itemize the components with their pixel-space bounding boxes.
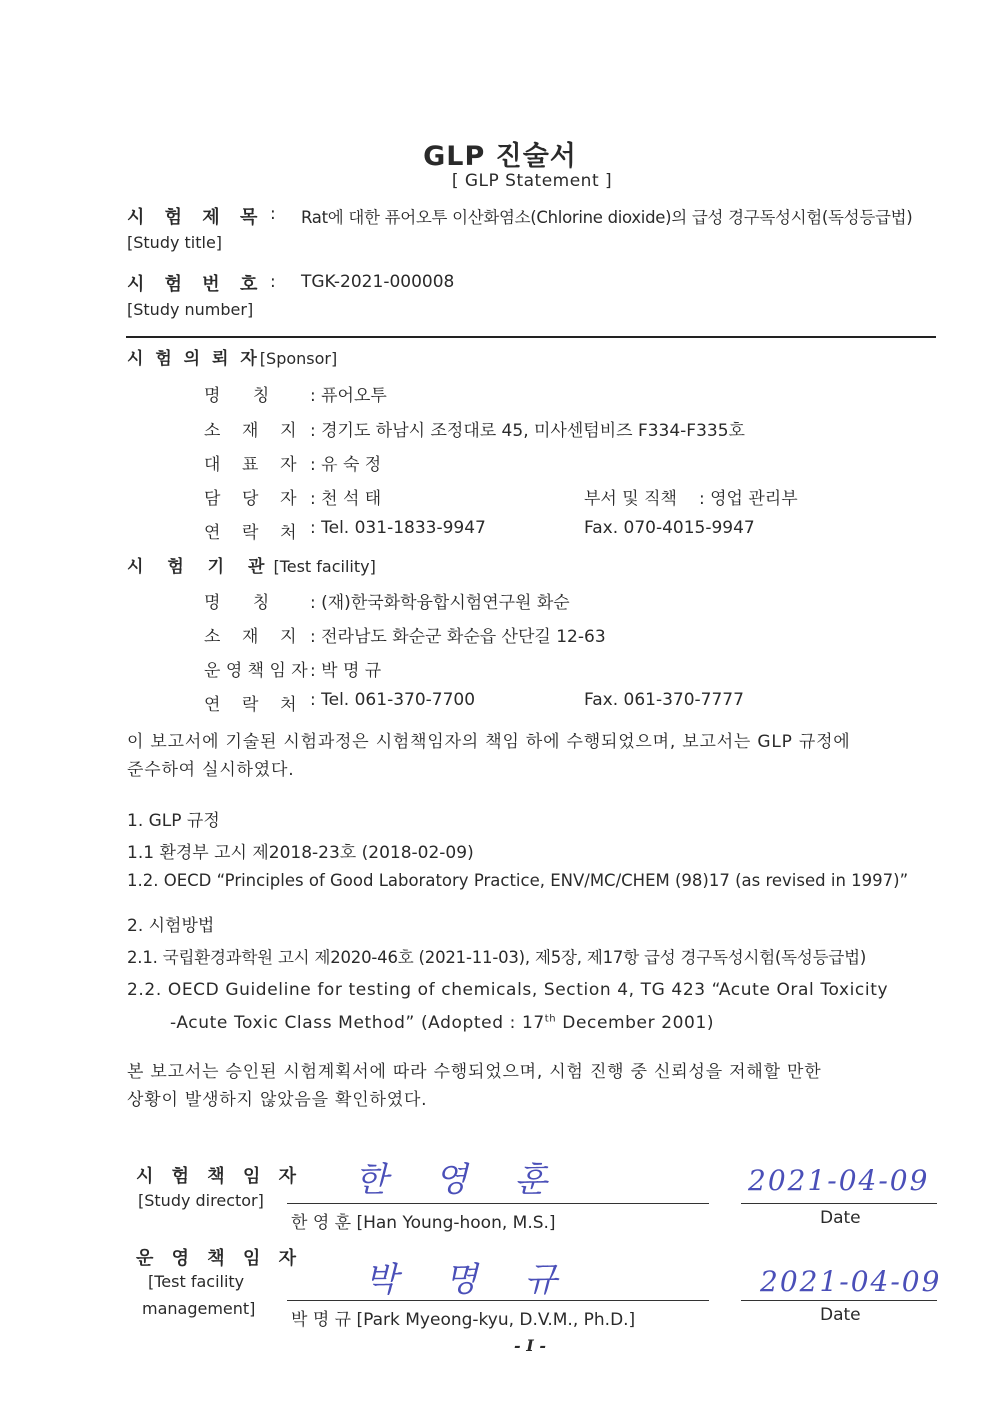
statement1-line1: 이 보고서에 기술된 시험과정은 시험책임자의 책임 하에 수행되었으며, 보고서는 GLP 규정에 — [127, 732, 851, 752]
manager-label: 운 영 책 임 자 — [136, 1248, 303, 1269]
director-label-en: [Study director] — [138, 1191, 264, 1210]
document-subtitle: [ GLP Statement ] — [451, 171, 613, 191]
study-title-value: Rat에 대한 퓨어오투 이산화염소(Chlorine dioxide)의 급성 경구독성시험(독성등급법) — [301, 208, 913, 227]
facility-heading: 시 험 기 관 — [127, 557, 274, 577]
method-item2-sup: th — [544, 1013, 557, 1025]
statement2-line2: 상황이 발생하지 않았음을 확인하였다. — [127, 1090, 428, 1110]
glp-item1: 1.1 환경부 고시 제2018-23호 (2018-02-09) — [127, 843, 474, 863]
facility-manager-value: : 박 명 규 — [310, 661, 382, 681]
sponsor-heading: 시 험 의 뢰 자 — [127, 349, 260, 369]
facility-name-label: 명 칭 — [204, 593, 270, 613]
director-name: 한 영 훈 [Han Young-hoon, M.S.] — [291, 1213, 556, 1233]
statement2-line1: 본 보고서는 승인된 시험계획서에 따라 수행되었으며, 시험 진행 중 신뢰성을 저해할 만한 — [127, 1062, 822, 1082]
study-number-label-en: [Study number] — [127, 300, 254, 319]
facility-address-label: 소 재 지 — [204, 627, 297, 647]
method-item2-line2-a: -Acute Toxic Class Method” (Adopted : 17 — [170, 1013, 545, 1033]
manager-label-en1: [Test facility — [148, 1272, 245, 1291]
page-number: - I - — [514, 1336, 546, 1355]
method-item2-line2-b: December 2001) — [556, 1013, 715, 1033]
facility-address-value: : 전라남도 화순군 화순읍 산단길 12-63 — [310, 627, 606, 647]
method-item2-line2 — [170, 1013, 714, 1033]
sponsor-heading-row — [127, 344, 337, 369]
study-number-label: 시 험 번 호 — [127, 274, 265, 295]
study-number-value: TGK-2021-000008 — [301, 272, 455, 292]
facility-phone-value: : Tel. 061-370-7700 — [310, 690, 476, 710]
sponsor-fax-value: Fax. 070-4015-9947 — [584, 518, 755, 538]
method-item2-line1: 2.2. OECD Guideline for testing of chemicals, Section 4, TG 423 “Acute Oral Toxicity — [127, 980, 889, 1000]
manager-name: 박 명 규 [Park Myeong-kyu, D.V.M., Ph.D.] — [291, 1310, 636, 1330]
facility-heading-en: [Test facility] — [273, 557, 376, 576]
statement1-line2: 준수하여 실시하였다. — [127, 760, 295, 780]
manager-date-caption: Date — [820, 1305, 861, 1325]
manager-label-en2: management] — [142, 1299, 256, 1318]
sponsor-phone-label: 연 락 처 — [204, 523, 297, 543]
method-item1: 2.1. 국립환경과학원 고시 제2020-46호 (2021-11-03), 제5장, 제17항 급성 경구독성시험(독성등급법) — [127, 948, 867, 967]
document-title: GLP 진술서 — [423, 141, 577, 172]
glp-heading: 1. GLP 규정 — [127, 811, 220, 831]
sponsor-address-label: 소 재 지 — [204, 421, 297, 441]
sponsor-contact-value: : 천 석 태 — [310, 489, 382, 509]
manager-date-line — [741, 1300, 937, 1301]
sponsor-rep-label: 대 표 자 — [204, 455, 297, 475]
header-divider — [126, 336, 936, 338]
facility-manager-label: 운 영 책 임 자 — [204, 661, 308, 681]
facility-phone-label: 연 락 처 — [204, 695, 297, 715]
method-heading: 2. 시험방법 — [127, 916, 215, 936]
sponsor-dept-value: : 영업 관리부 — [699, 489, 798, 509]
manager-signature: 박 명 규 — [365, 1260, 576, 1300]
director-date-handwritten: 2021-04-09 — [748, 1164, 930, 1197]
sponsor-heading-en: [Sponsor] — [259, 349, 338, 368]
facility-fax-value: Fax. 061-370-7777 — [584, 690, 744, 710]
sponsor-name-label: 명 칭 — [204, 386, 270, 406]
sponsor-dept-label: 부서 및 직책 — [584, 489, 677, 509]
director-label: 시 험 책 임 자 — [136, 1166, 303, 1187]
study-number-colon: : — [270, 272, 276, 292]
manager-signature-line — [287, 1300, 709, 1301]
study-title-colon: : — [270, 204, 276, 224]
manager-date-handwritten: 2021-04-09 — [760, 1265, 942, 1298]
sponsor-phone-value: : Tel. 031-1833-9947 — [310, 518, 486, 538]
facility-heading-row — [127, 552, 376, 577]
study-title-label-en: [Study title] — [127, 233, 223, 252]
director-signature-line — [287, 1203, 709, 1204]
sponsor-address-value: : 경기도 하남시 조정대로 45, 미사센텀비즈 F334-F335호 — [310, 421, 745, 441]
director-signature: 한 영 훈 — [355, 1160, 566, 1200]
director-date-caption: Date — [820, 1208, 861, 1228]
director-date-line — [741, 1203, 937, 1204]
sponsor-name-value: : 퓨어오투 — [310, 386, 387, 406]
sponsor-contact-label: 담 당 자 — [204, 489, 297, 509]
glp-item2: 1.2. OECD “Principles of Good Laboratory Practice, ENV/MC/CHEM (98)17 (as revised in 1997)” — [127, 871, 909, 890]
sponsor-rep-value: : 유 숙 정 — [310, 455, 382, 475]
facility-name-value: : (재)한국화학융합시험연구원 화순 — [310, 593, 570, 613]
study-title-label: 시 험 제 목 — [127, 207, 265, 228]
